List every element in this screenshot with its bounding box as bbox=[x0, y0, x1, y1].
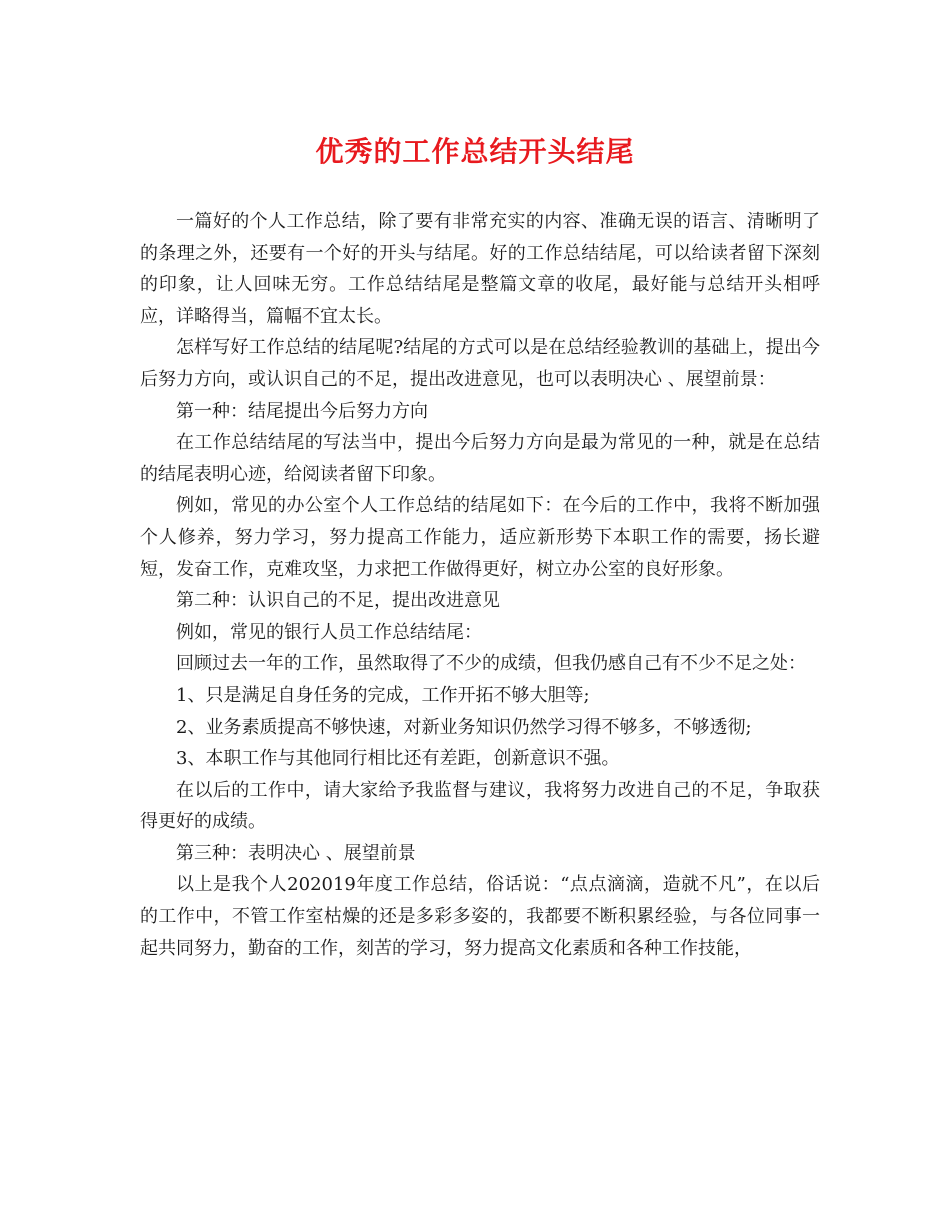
paragraph-method-two-example: 例如，常见的银行人员工作总结结尾： bbox=[176, 621, 482, 643]
list-item-3: 3、本职工作与其他同行相比还有差距，创新意识不强。 bbox=[176, 748, 620, 770]
page-title: 优秀的工作总结开头结尾 bbox=[315, 135, 635, 168]
paragraph-how-to-end: 怎样写好工作总结的结尾呢?结尾的方式可以是在总结经验教训的基础上，提出今后努力方向，或认识自己的不足，提出改进意见，也可以表明决心 、展望前景： bbox=[140, 337, 820, 390]
paragraph-improvement: 在以后的工作中，请大家给予我监督与建议，我将努力改进自己的不足，争取获得更好的成绩。 bbox=[140, 779, 820, 833]
heading-method-one: 第一种：结尾提出今后努力方向 bbox=[176, 400, 428, 422]
paragraph-intro: 一篇好的个人工作总结，除了要有非常充实的内容、准确无误的语言、清晰明了的条理之外，还要有一个好的开头与结尾。好的工作总结结尾，可以给读者留下深刻的印象，让人回味无穷。工作总结结尾是整篇文章的收尾，最好能与总结开头相呼应，详略得当，篇幅不宜太长。 bbox=[140, 211, 820, 327]
paragraph-method-one-desc: 在工作总结结尾的写法当中，提出今后努力方向是最为常见的一种，就是在总结的结尾表明心迹，给阅读者留下印象。 bbox=[140, 432, 820, 485]
paragraph-review: 回顾过去一年的工作，虽然取得了不少的成绩，但我仍感自己有不少不足之处： bbox=[176, 653, 806, 675]
list-item-2: 2、业务素质提高不够快速，对新业务知识仍然学习得不够多，不够透彻; bbox=[176, 716, 752, 738]
heading-method-two: 第二种：认识自己的不足，提出改进意见 bbox=[176, 590, 500, 612]
paragraph-method-one-example: 例如，常见的办公室个人工作总结的结尾如下：在今后的工作中，我将不断加强个人修养，努力学习，努力提高工作能力，适应新形势下本职工作的需要，扬长避短，发奋工作，克难攻坚，力求把工作做得更好，树立办公室的良好形象。 bbox=[140, 495, 820, 580]
list-item-1: 1、只是满足自身任务的完成，工作开拓不够大胆等; bbox=[176, 684, 590, 706]
document-body bbox=[140, 206, 820, 964]
paragraph-method-three-example: 以上是我个人202019年度工作总结，俗话说：“点点滴滴，造就不凡”，在以后的工作中，不管工作室枯燥的还是多彩多姿的，我都要不断积累经验，与各位同事一起共同努力，勤奋的工作，刻苦的学习，努力提高文化素质和各种工作技能， bbox=[140, 874, 820, 959]
heading-method-three: 第三种：表明决心 、展望前景 bbox=[176, 842, 416, 864]
